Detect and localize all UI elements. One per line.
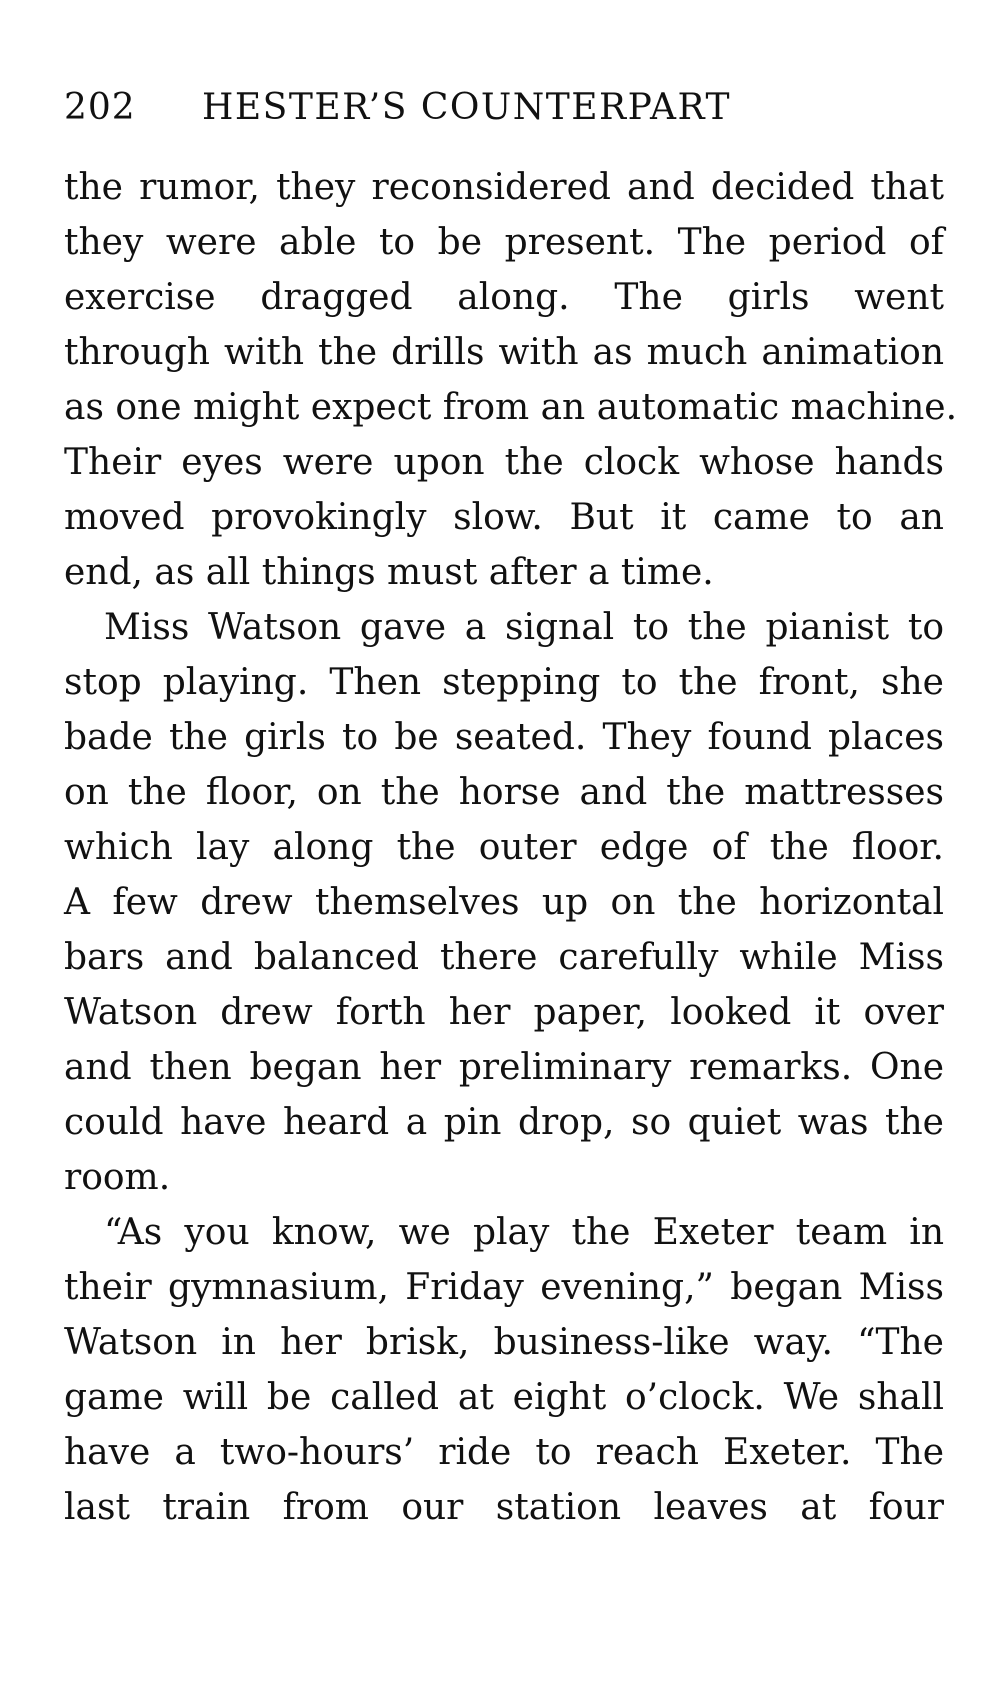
text-line: Watson in her brisk, business-like way. “The <box>64 1322 944 1363</box>
text-line: Miss Watson gave a signal to the pianist to <box>104 607 944 648</box>
text-line: bars and balanced there carefully while Miss <box>64 937 944 978</box>
text-line: exercise dragged along. The girls went <box>64 277 944 318</box>
text-line: “As you know, we play the Exeter team in <box>104 1212 944 1253</box>
text-line: Their eyes were upon the clock whose hands <box>64 442 944 483</box>
text-line: moved provokingly slow. But it came to an <box>64 497 944 538</box>
text-line: they were able to be present. The period of <box>64 222 944 263</box>
running-head <box>64 78 944 138</box>
text-line: last train from our station leaves at four <box>64 1487 944 1528</box>
book-title: HESTER’S COUNTERPART <box>202 87 732 128</box>
text-line: through with the drills with as much animation <box>64 332 944 373</box>
page-number: 202 <box>64 87 136 128</box>
text-line: as one might expect from an automatic machine. <box>64 387 958 428</box>
text-line: could have heard a pin drop, so quiet was the <box>64 1102 944 1143</box>
body-text <box>64 160 958 1535</box>
text-line: and then began her preliminary remarks. One <box>64 1047 944 1088</box>
text-line: their gymnasium, Friday evening,” began Miss <box>64 1267 944 1308</box>
text-line: game will be called at eight o’clock. We shall <box>64 1377 944 1418</box>
text-line: Watson drew forth her paper, looked it over <box>64 992 944 1033</box>
text-line: the rumor, they reconsidered and decided that <box>64 167 944 208</box>
text-line: which lay along the outer edge of the floor. <box>64 827 944 868</box>
text-line: stop playing. Then stepping to the front, she <box>64 662 944 703</box>
text-line: bade the girls to be seated. They found places <box>64 717 944 758</box>
text-line: on the floor, on the horse and the mattresses <box>64 772 944 813</box>
text-line: have a two-hours’ ride to reach Exeter. The <box>64 1432 944 1473</box>
text-line: A few drew themselves up on the horizontal <box>64 882 944 923</box>
text-line: end, as all things must after a time. <box>64 552 714 593</box>
text-line: room. <box>64 1157 171 1198</box>
